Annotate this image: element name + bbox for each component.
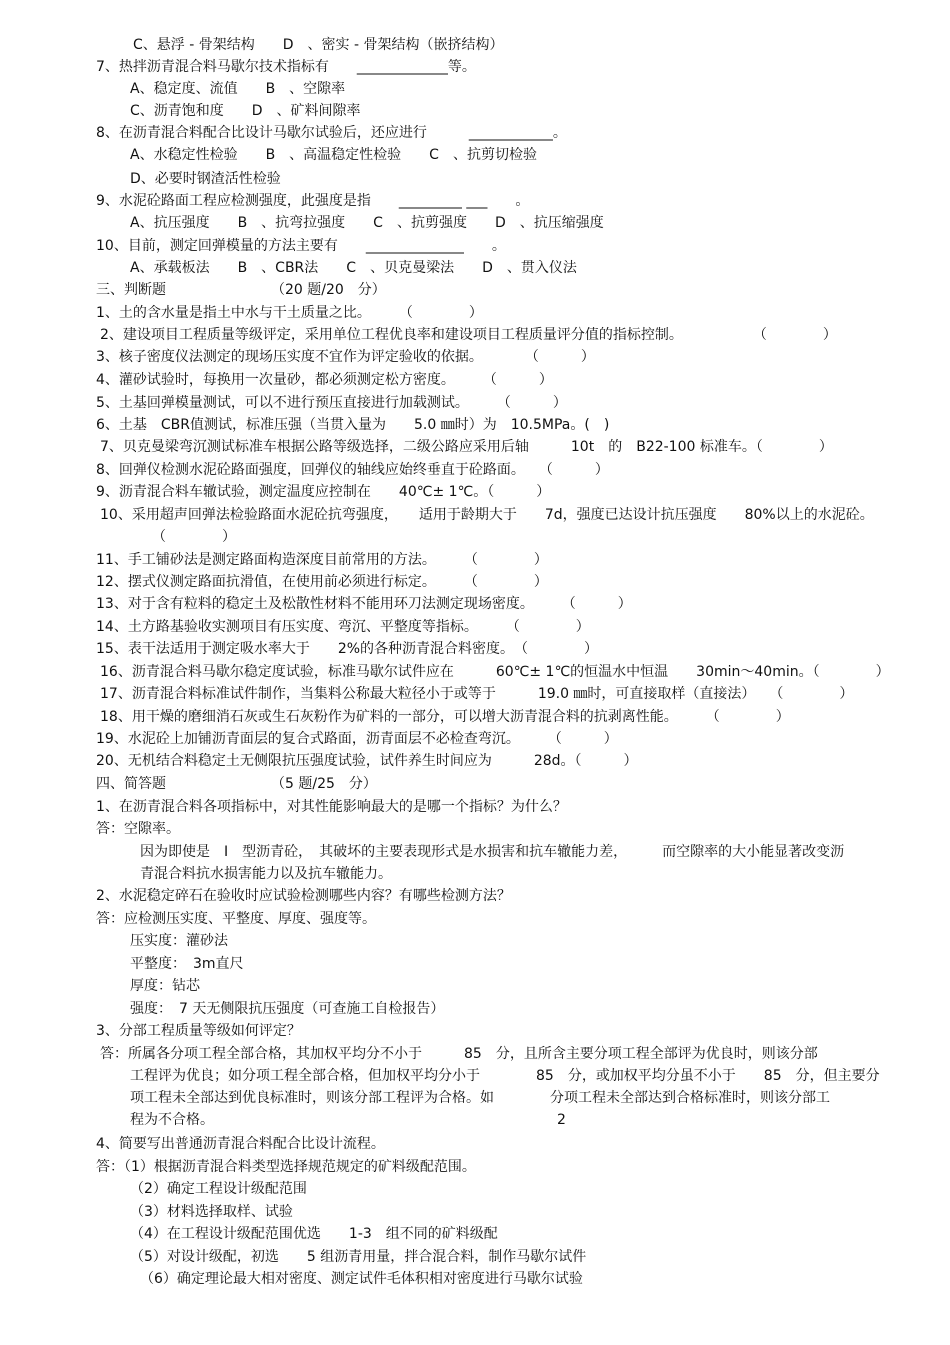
tf-item-11: 11、手工铺砂法是测定路面构造深度目前常用的方法。 （ ） [96,552,548,568]
q10-options: A、承载板法 B 、CBR法 C 、贝克曼梁法 D 、贯入仪法 [130,260,577,276]
sa-q3-question: 3、分部工程质量等级如何评定？ [96,1023,301,1039]
sa-q4-step: （3）材料选择取样、试验 [130,1204,293,1220]
sa-q4-step: （6）确定理论最大相对密度、测定试件毛体积相对密度进行马歇尔试验 [140,1271,583,1287]
tf-item-5: 5、土基回弹模量测试，可以不进行预压直接进行加载测试。 （ ） [96,395,567,411]
sa-q4-step: （4）在工程设计级配范围优选 1-3 组不同的矿料级配 [130,1226,498,1242]
tf-item-7: 7、贝克曼梁弯沉测试标准车根据公路等级选择，二级公路应采用后轴 10t 的 B22-100 标准车。（ ） [100,439,833,455]
sa-q2-answer-line: 平整度： 3m直尺 [130,956,244,972]
q7-options-cd: C、沥青饱和度 D 、矿料间隙率 [130,103,361,119]
sa-q2-answer: 答：应检测压实度、平整度、厚度、强度等。 [96,911,376,927]
tf-item-19: 19、水泥砼上加铺沥青面层的复合式路面，沥青面层不必检查弯沉。 （ ） [96,731,618,747]
section3-title: 三、判断题 （20 题/20 分） [96,282,386,298]
tf-item-4: 4、灌砂试验时，每换用一次量砂，都必须测定松方密度。 （ ） [96,372,553,388]
q6-options: C、悬浮 - 骨架结构 D 、密实 - 骨架结构（嵌挤结构） [133,37,504,53]
sa-q4-step: （5）对设计级配，初选 5 组沥青用量，拌合混合料，制作马歇尔试件 [130,1249,587,1265]
q7-options-ab: A、稳定度、流值 B 、空隙率 [130,81,346,97]
q7-stem: 7、热拌沥青混合料马歇尔技术指标有 _____________等。 [96,59,476,75]
sa-q2-answer-line: 强度： 7 天无侧限抗压强度（可查施工自检报告） [130,1001,445,1017]
sa-q3-answer-line: 项工程未全部达到优良标准时，则该分部工程评为合格。如 分项工程未全部达到合格标准时，则该分部工 [130,1090,830,1106]
sa-q4-question: 4、简要写出普通沥青混合料配合比设计流程。 [96,1136,385,1152]
sa-q4-answer: 答：（1）根据沥青混合料类型选择规范规定的矿料级配范围。 [96,1159,476,1175]
sa-q3-answer: 答：所属各分项工程全部合格，其加权平均分不小于 85 分，且所含主要分项工程全部评为优良时，则该分部 [100,1046,818,1062]
sa-q4-step: （2）确定工程设计级配范围 [130,1181,307,1197]
tf-item-8: 8、回弹仪检测水泥砼路面强度，回弹仪的轴线应始终垂直于砼路面。 （ ） [96,462,609,478]
sa-q2-question: 2、水泥稳定碎石在验收时应试验检测哪些内容？有哪些检测方法？ [96,888,511,904]
sa-q2-answer-line: 厚度：钻芯 [130,978,200,994]
sa-q3-answer-line: 程为不合格。 [130,1112,214,1128]
tf-item-6: 6、土基 CBR值测试，标准压强（当贯入量为 5.0 ㎜时）为 10.5MPa。( ) [96,417,610,433]
tf-item-12: 12、摆式仪测定路面抗滑值，在使用前必须进行标定。 （ ） [96,574,548,590]
q10-stem: 10、目前，测定回弹模量的方法主要有 ______________ 。 [96,238,506,254]
tf-item-10: 10、采用超声回弹法检验路面水泥砼抗弯强度， 适用于龄期大于 7d，强度已达设计抗压强度 80%以上的水泥砼。 [100,507,874,523]
tf-item-10-paren: （ ） [152,529,236,545]
sa-q1-answer-line: 青混合料抗水损害能力以及抗车辙能力。 [140,866,392,882]
tf-item-1: 1、土的含水量是指土中水与干土质量之比。 （ ） [96,305,483,321]
tf-item-13: 13、对于含有粒料的稳定土及松散性材料不能用环刀法测定现场密度。 （ ） [96,596,632,612]
sa-q1-answer-line: 因为即使是 I 型沥青砼， 其破坏的主要表现形式是水损害和抗车辙能力差， 而空隙率的大小能显著改变沥 [140,844,845,860]
section4-title: 四、简答题 （5 题/25 分） [96,776,377,792]
tf-item-2: 2、建设项目工程质量等级评定，采用单位工程优良率和建设项目工程质量评分值的指标控制。 （ ） [100,327,837,343]
tf-item-18: 18、用干燥的磨细消石灰或生石灰粉作为矿料的一部分，可以增大沥青混合料的抗剥离性能。 （ ） [100,709,790,725]
q8-options-d: D、必要时钢渣活性检验 [130,171,281,187]
page-number: 2 [557,1112,566,1128]
q9-stem: 9、水泥砼路面工程应检测强度，此强度是指 _________ ___ 。 [96,193,530,209]
tf-item-17: 17、沥青混合料标准试件制作，当集料公称最大粒径小于或等于 19.0 ㎜时，可直接取样（直接法） （ ） [100,686,854,702]
tf-item-16: 16、沥青混合料马歇尔稳定度试验，标准马歇尔试件应在 60℃± 1℃的恒温水中恒温 30min～40min。（ ） [100,664,890,680]
sa-q1-question: 1、在沥青混合料各项指标中，对其性能影响最大的是哪一个指标？为什么？ [96,799,567,815]
tf-item-9: 9、沥青混合料车辙试验，测定温度应控制在 40℃± 1℃。（ ） [96,484,551,500]
q9-options: A、抗压强度 B 、抗弯拉强度 C 、抗剪强度 D 、抗压缩强度 [130,215,604,231]
sa-q1-answer: 答：空隙率。 [96,821,180,837]
sa-q2-answer-line: 压实度：灌砂法 [130,933,228,949]
tf-item-15: 15、表干法适用于测定吸水率大于 2%的各种沥青混合料密度。 （ ） [96,641,599,657]
tf-item-14: 14、土方路基验收实测项目有压实度、弯沉、平整度等指标。 （ ） [96,619,590,635]
tf-item-3: 3、核子密度仪法测定的现场压实度不宜作为评定验收的依据。 （ ） [96,349,595,365]
sa-q3-answer-line: 工程评为优良；如分项工程全部合格，但加权平均分小于 85 分，或加权平均分虽不小于 85 分，但主要分 [130,1068,880,1084]
tf-item-20: 20、无机结合料稳定土无侧限抗压强度试验，试件养生时间应为 28d。（ ） [96,753,638,769]
q8-stem: 8、在沥青混合料配合比设计马歇尔试验后，还应进行 ____________。 [96,125,567,141]
q8-options-abc: A、水稳定性检验 B 、高温稳定性检验 C 、抗剪切检验 [130,147,537,163]
